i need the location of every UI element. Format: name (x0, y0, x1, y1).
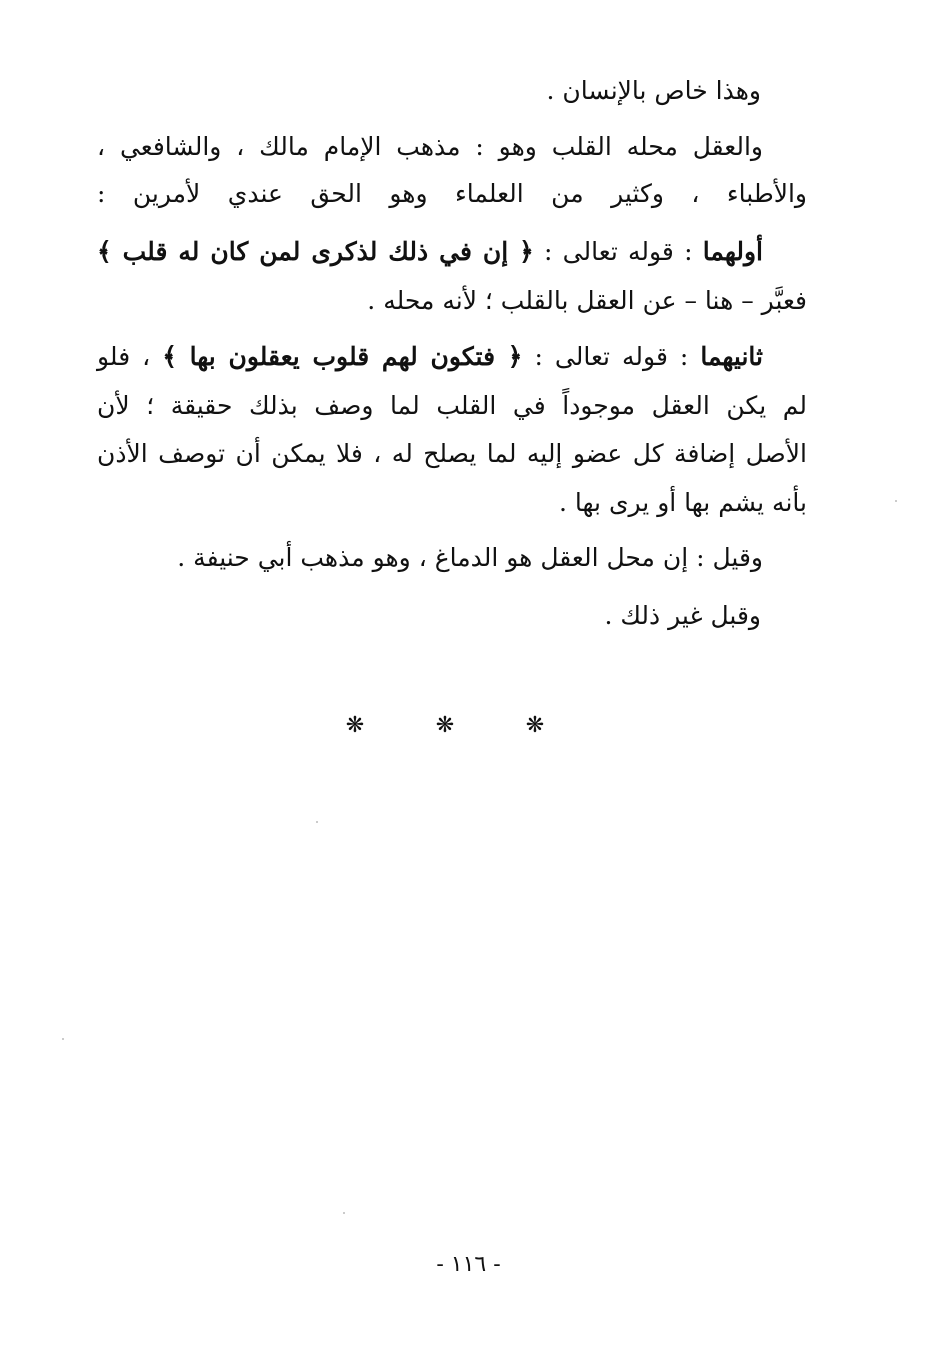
asterism-icon: ❋ (525, 713, 545, 738)
page-number: - ١١٦ - (436, 1252, 501, 1277)
scan-speck (62, 1038, 64, 1040)
first-reason-verse: ﴿ إن في ذلك لذكرى لمن كان له قلب ﴾ (97, 237, 534, 266)
scan-speck (316, 821, 318, 823)
second-reason-line (97, 337, 763, 377)
section-divider-ornament (340, 713, 550, 743)
second-reason-label: ثانيهما (700, 342, 763, 371)
asterism-icon: ❋ (345, 713, 365, 738)
scan-speck (343, 1212, 345, 1214)
second-reason-intro: : قوله تعالى : (522, 342, 701, 371)
text-line-8: وقيل : إن محل العقل هو الدماغ ، وهو مذهب أبي حنيفة . (177, 543, 763, 572)
text-line-9: وقبل غير ذلك . (604, 601, 761, 630)
text-line-5: لم يكن العقل موجوداً في القلب لما وصف بذلك حقيقة ؛ لأن (97, 391, 807, 420)
text-line-6: الأصل إضافة كل عضو إليه لما يصلح له ، فلا يمكن أن توصف الأذن (97, 439, 807, 468)
first-reason-intro: : قوله تعالى : (533, 237, 703, 266)
first-reason-line (97, 232, 763, 272)
text-line-4: فعبَّر – هنا – عن العقل بالقلب ؛ لأنه محله . (367, 286, 807, 315)
first-reason-label: أولهما (702, 237, 763, 266)
scan-speck (895, 500, 897, 502)
second-reason-verse: ﴿ فتكون لهم قلوب يعقلون بها ﴾ (162, 342, 523, 371)
text-line-3: والأطباء ، وكثير من العلماء وهو الحق عندي لأمرين : (97, 179, 807, 208)
text-line-2: والعقل محله القلب وهو : مذهب الإمام مالك ، والشافعي ، (97, 132, 763, 161)
text-line-1: وهذا خاص بالإنسان . (546, 76, 761, 105)
asterism-icon: ❋ (435, 713, 455, 738)
second-reason-tail: ، فلو (97, 342, 163, 371)
text-line-7: بأنه يشم بها أو يرى بها . (559, 488, 807, 517)
